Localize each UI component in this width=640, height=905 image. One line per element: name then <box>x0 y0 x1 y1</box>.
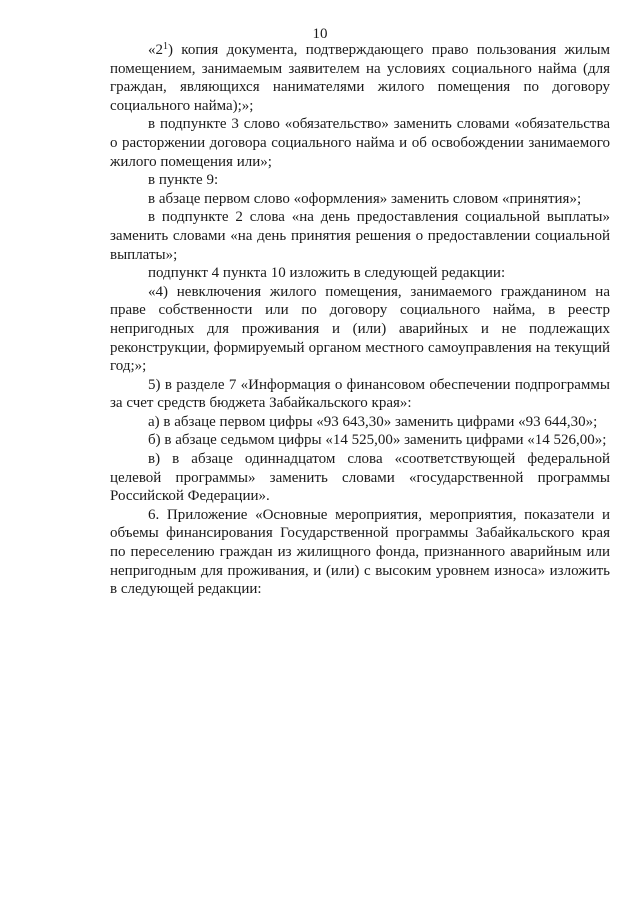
paragraph-item-a: а) в абзаце первом цифры «93 643,30» заменить цифрами «93 644,30»; <box>148 413 598 430</box>
document-body <box>110 41 610 599</box>
superscript: 1 <box>163 41 168 52</box>
paragraph-prefix: «2 <box>148 42 163 58</box>
paragraph-subpoint-4-intro: подпункт 4 пункта 10 изложить в следующей редакции: <box>148 265 506 282</box>
paragraph-item-v: в) в абзаце одиннадцатом слова «соответствующей федеральной целевой программы» заменить словами «государственной программы Российской Федерации». <box>110 451 610 505</box>
paragraph-item-b: б) в абзаце седьмом цифры «14 525,00» заменить цифрами «14 526,00»; <box>148 432 607 449</box>
paragraph-text: ) копия документа, подтверждающего право пользования жилым помещением, занимаемым заявителем на условиях социального найма (для граждан, являющихся нанимателями жилого помещения по договору социального найма);»; <box>110 42 610 114</box>
paragraph-first-indent-amendment: в абзаце первом слово «оформления» заменить словом «принятия»; <box>148 190 582 207</box>
paragraph-subpoint-4-text: «4) невключения жилого помещения, занимаемого гражданином на праве собственности или по договору социального найма, в реестр непригодных для проживания и (или) аварийных и не подлежащих реконструкции, формируемый органом местного самоуправления на текущий год;»; <box>110 283 610 375</box>
paragraph-subpoint-2-amendment: в подпункте 2 слова «на день предоставления социальной выплаты» заменить словами «на день принятия решения о предоставлении социальной выплаты»; <box>110 209 610 263</box>
paragraph-point-9: в пункте 9: <box>148 172 219 189</box>
paragraph-item-2-1 <box>110 41 610 115</box>
paragraph-appendix-6: 6. Приложение «Основные мероприятия, мероприятия, показатели и объемы финансирования Государственной программы Забайкальского края по переселению граждан из жилищного фонда, признанного аварийным или непригодным для проживания, и (или) с высоким уровнем износа» изложить в следующей редакции: <box>110 506 610 598</box>
paragraph-subpoint-3-amendment: в подпункте 3 слово «обязательство» заменить словами «обязательства о расторжении договора социального найма и об освобождении занимаемого жилого помещения или»; <box>110 116 610 170</box>
page-number: 10 <box>312 26 328 42</box>
paragraph-section-7: 5) в разделе 7 «Информация о финансовом обеспечении подпрограммы за счет средств бюджета Забайкальского края»: <box>110 376 610 412</box>
